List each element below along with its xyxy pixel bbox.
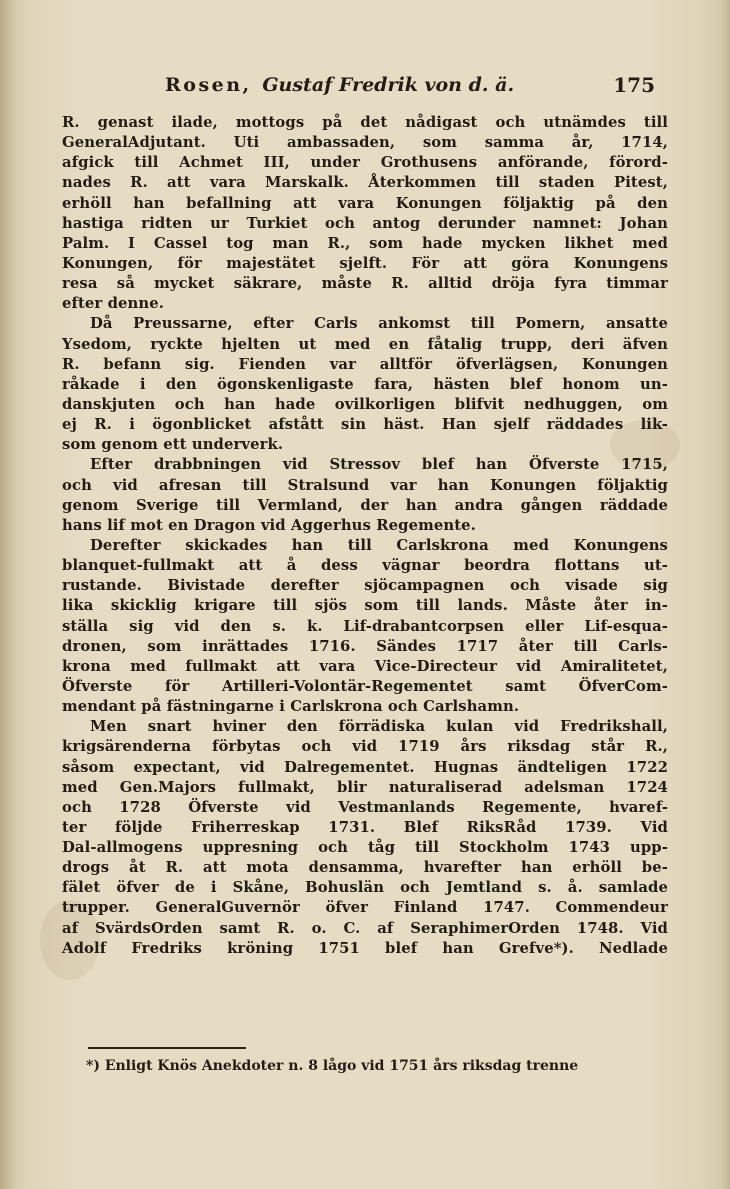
text-line: efter denne. bbox=[62, 295, 165, 313]
text-line: krigsärenderna förbytas och vid 1719 års riksdag står R., bbox=[62, 738, 668, 756]
page-edge-shadow bbox=[720, 0, 730, 1189]
text-line: nades R. att vara Marskalk. Återkommen till staden Pitest, bbox=[62, 174, 668, 192]
text-line: trupper. GeneralGuvernör öfver Finland 1747. Commendeur bbox=[62, 899, 668, 917]
body-text bbox=[62, 113, 668, 959]
text-line: råkade i den ögonskenligaste fara, hästen blef honom un- bbox=[62, 375, 668, 393]
text-line: danskjuten och han hade ovilkorligen blifvit nedhuggen, om bbox=[62, 395, 668, 413]
text-line: erhöll han befallning att vara Konungen följaktig på den bbox=[62, 194, 668, 212]
text-line: ej R. i ögonblicket afstått sin häst. Han sjelf räddades lik- bbox=[62, 416, 668, 434]
text-line: af SvärdsOrden samt R. o. C. af SeraphimerOrden 1748. Vid bbox=[62, 919, 668, 937]
text-line: GeneralAdjutant. Uti ambassaden, som samma år, 1714, bbox=[62, 134, 668, 152]
text-line: Ysedom, ryckte hjelten ut med en fåtalig trupp, deri äfven bbox=[62, 335, 668, 353]
text-line: Adolf Fredriks kröning 1751 blef han Grefve*). Nedlade bbox=[62, 939, 668, 957]
running-header bbox=[165, 70, 655, 100]
text-line: krona med fullmakt att vara Vice-Directeur vid Amiralitetet, bbox=[62, 657, 668, 675]
header-surname: Rosen, bbox=[165, 74, 252, 96]
text-line: och vid afresan till Stralsund var han Konungen följaktig bbox=[62, 476, 668, 494]
text-line: R. befann sig. Fienden var alltför öfverlägsen, Konungen bbox=[62, 355, 668, 373]
text-line: hastiga ridten ur Turkiet och antog derunder namnet: Johan bbox=[62, 214, 668, 232]
header-title: Gustaf Fredrik von d. ä. bbox=[262, 74, 515, 96]
text-line: Konungen, för majestätet sjelft. För att göra Konungens bbox=[62, 254, 668, 272]
text-line: ställa sig vid den s. k. Lif-drabantcorpsen eller Lif-esqua- bbox=[62, 617, 668, 635]
text-line: ter följde Friherreskap 1731. Blef RiksRåd 1739. Vid bbox=[62, 818, 668, 836]
text-line: Dal-allmogens uppresning och tåg till Stockholm 1743 upp- bbox=[62, 839, 668, 857]
text-line: R. genast ilade, mottogs på det nådigast och utnämdes till bbox=[62, 114, 668, 131]
text-line: dronen, som inrättades 1716. Sändes 1717 åter till Carls- bbox=[62, 637, 668, 655]
text-line: Derefter skickades han till Carlskrona med Konungens bbox=[90, 536, 668, 554]
text-line: Palm. I Cassel tog man R., som hade mycken likhet med bbox=[62, 234, 668, 252]
text-line: rustande. Bivistade derefter sjöcampagnen och visade sig bbox=[62, 577, 668, 595]
text-line: som genom ett underverk. bbox=[62, 436, 284, 454]
footnote-rule bbox=[88, 1047, 246, 1049]
text-line: såsom expectant, vid Dalregementet. Hugnas ändteligen 1722 bbox=[62, 758, 668, 776]
text-line: Öfverste för Artilleri-Volontär-Regementet samt ÖfverCom- bbox=[62, 677, 668, 695]
text-line: hans lif mot en Dragon vid Aggerhus Regemente. bbox=[62, 516, 476, 534]
text-line: afgick till Achmet III, under Grothusens anförande, förord- bbox=[62, 154, 668, 172]
text-line: resa så mycket säkrare, måste R. alltid dröja fyra timmar bbox=[62, 275, 668, 293]
text-line: fälet öfver de i Skåne, Bohuslän och Jemtland s. å. samlade bbox=[62, 879, 668, 897]
text-line: Efter drabbningen vid Stressov blef han Öfverste 1715, bbox=[90, 456, 668, 474]
text-line: lika skicklig krigare till sjös som till lands. Måste åter in- bbox=[62, 597, 668, 615]
text-line: med Gen.Majors fullmakt, blir naturaliserad adelsman 1724 bbox=[62, 778, 668, 796]
text-line: blanquet-fullmakt att å dess vägnar beordra flottans ut- bbox=[62, 557, 668, 575]
page-gutter-shadow bbox=[0, 0, 16, 1189]
text-line: mendant på fästningarne i Carlskrona och Carlshamn. bbox=[62, 698, 520, 716]
footnote: *) Enligt Knös Anekdoter n. 8 lågo vid 1751 års riksdag trenne bbox=[86, 1058, 579, 1074]
text-line: genom Sverige till Vermland, der han andra gången räddade bbox=[62, 496, 668, 514]
text-line: Då Preussarne, efter Carls ankomst till Pomern, ansatte bbox=[90, 315, 668, 333]
text-line: Men snart hviner den förrädiska kulan vid Fredrikshall, bbox=[90, 718, 668, 736]
text-line: och 1728 Öfverste vid Vestmanlands Regemente, hvaref- bbox=[62, 798, 668, 816]
page-number: 175 bbox=[613, 73, 655, 97]
text-line: drogs åt R. att mota densamma, hvarefter han erhöll be- bbox=[62, 859, 668, 877]
